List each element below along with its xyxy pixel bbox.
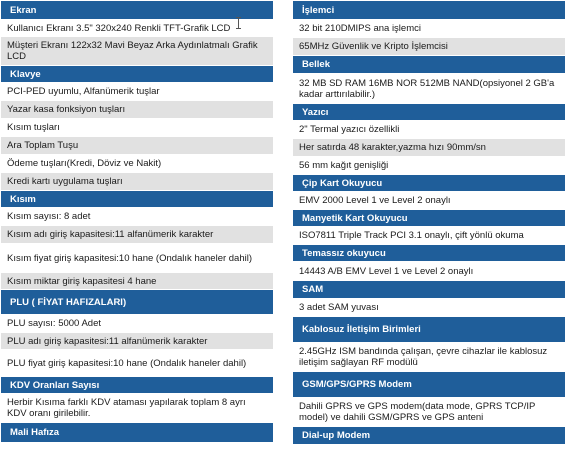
section-header: Manyetik Kart Okuyucu	[293, 210, 565, 227]
section-header: Çip Kart Okuyucu	[293, 175, 565, 192]
section-header: Kısım	[1, 191, 273, 208]
section-header: Dial-up Modem	[293, 427, 565, 445]
spec-row: Kısım adı giriş kapasitesi:11 alfanümerik karakter	[1, 226, 273, 244]
section-header: PLU ( FİYAT HAFIZALARI)	[1, 290, 273, 315]
spec-row: PLU adı giriş kapasitesi:11 alfanümerik karakter	[1, 333, 273, 350]
section-header: İşlemci	[293, 1, 565, 20]
spec-row: 32 MB SD RAM 16MB NOR 512MB NAND(opsiyonel 2 GB'a kadar arttırılabilir.)	[293, 74, 565, 104]
section-header: Ekran	[1, 1, 273, 20]
spec-row: PLU fiyat giriş kapasitesi:10 hane (Ondalık haneler dahil)	[1, 350, 273, 377]
spec-row: Kullanıcı Ekranı 3.5" 320x240 Renkli TFT-Grafik LCD	[1, 20, 273, 37]
spec-row: Ara Toplam Tuşu	[1, 137, 273, 155]
spec-row: Her satırda 48 karakter,yazma hızı 90mm/sn	[293, 139, 565, 157]
spec-row: Kısım fiyat giriş kapasitesi:10 hane (Ondalık haneler dahil)	[1, 244, 273, 273]
spec-row: Kredi kartı uygulama tuşları	[1, 173, 273, 191]
spec-row: ISO7811 Triple Track PCI 3.1 onaylı, çift yönlü okuma	[293, 227, 565, 245]
spec-row: Yazar kasa fonksiyon tuşları	[1, 101, 273, 119]
left-spec-table	[1, 1, 273, 443]
section-header: Klavye	[1, 66, 273, 83]
spec-row: 2.45GHz ISM bandında çalışan, çevre cihazlar ile kablosuz iletişim sağlayan RF modülü	[293, 343, 565, 372]
spec-row: Kısım tuşları	[1, 119, 273, 137]
spec-row: 3 adet SAM yuvası	[293, 299, 565, 317]
spec-row: 2" Termal yazıcı özellikli	[293, 121, 565, 139]
spec-row: Kısım miktar giriş kapasitesi 4 hane	[1, 273, 273, 290]
spec-row: EMV 2000 Level 1 ve Level 2 onaylı	[293, 192, 565, 210]
spec-row: 65MHz Güvenlik ve Kripto İşlemcisi	[293, 38, 565, 56]
section-header: SAM	[293, 281, 565, 299]
section-header: Bellek	[293, 56, 565, 74]
spec-row: PLU sayısı: 5000 Adet	[1, 315, 273, 333]
spec-row: Kısım sayısı: 8 adet	[1, 208, 273, 226]
section-header: Yazıcı	[293, 104, 565, 121]
section-header: Kablosuz İletişim Birimleri	[293, 317, 565, 343]
spec-row: 32 bit 210DMIPS ana işlemci	[293, 20, 565, 38]
spec-row: 56 mm kağıt genişliği	[293, 157, 565, 175]
text-cursor-icon	[238, 17, 239, 29]
spec-row: Müşteri Ekranı 122x32 Mavi Beyaz Arka Aydınlatmalı Grafik LCD	[1, 37, 273, 66]
section-header: KDV Oranları Sayısı	[1, 377, 273, 394]
section-header: Temassız okuyucu	[293, 245, 565, 262]
spec-row: Ödeme tuşları(Kredi, Döviz ve Nakit)	[1, 155, 273, 173]
right-spec-table	[293, 1, 565, 445]
section-header: GSM/GPS/GPRS Modem	[293, 372, 565, 398]
spec-row: Herbir Kısıma farklı KDV ataması yapılarak toplam 8 ayrı KDV oranı girilebilir.	[1, 394, 273, 423]
spec-row: Dahili GPRS ve GPS modem(data mode, GPRS TCP/IP model) ve dahili GSM/GPRS ve GPS anteni	[293, 398, 565, 427]
spec-row: PCI-PED uyumlu, Alfanümerik tuşlar	[1, 83, 273, 101]
section-header: Mali Hafıza	[1, 423, 273, 443]
spec-row: 14443 A/B EMV Level 1 ve Level 2 onaylı	[293, 262, 565, 281]
